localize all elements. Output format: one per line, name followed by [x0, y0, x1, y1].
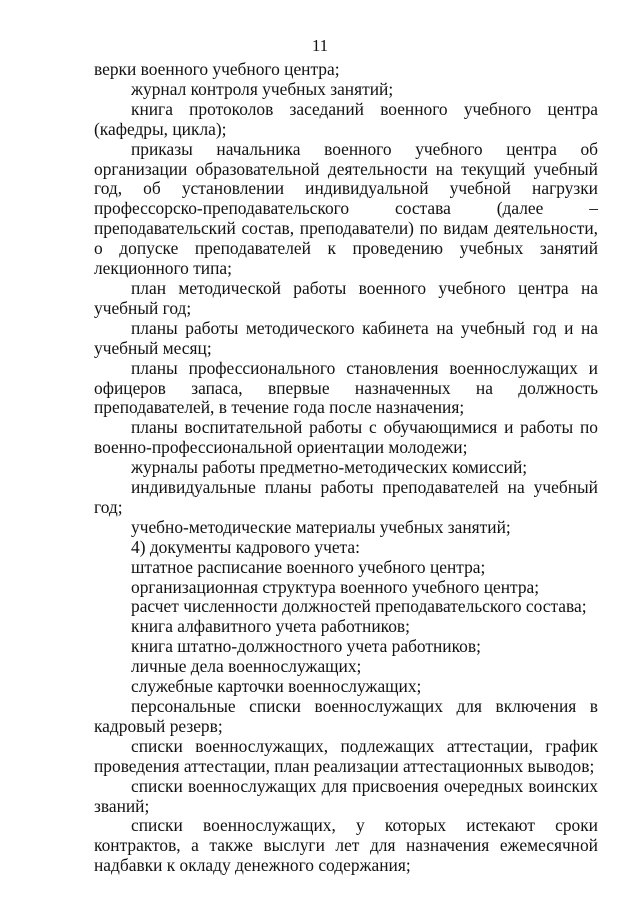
paragraph: книга штатно-должностного учета работников; [131, 636, 481, 657]
paragraph: журналы работы предметно-методических комиссий; [131, 457, 528, 478]
paragraph: штатное расписание военного учебного центра; [131, 556, 486, 577]
paragraph: книга алфавитного учета работников; [131, 616, 410, 637]
paragraph: личные дела военнослужащих; [131, 656, 362, 677]
page-number: 11 [311, 36, 329, 55]
paragraph: планы воспитательной работы с обучающимися и работы по военно-профессиональной ориентации молодежи; [94, 417, 598, 458]
paragraph: списки военнослужащих для присвоения очередных воинских званий; [94, 775, 598, 816]
section-heading: 4) документы кадрового учета: [131, 536, 360, 557]
paragraph: списки военнослужащих, подлежащих аттестации, график проведения аттестации, план реализации аттестационных выводов; [94, 735, 598, 776]
document-body [94, 60, 598, 876]
paragraph: списки военнослужащих, у которых истекают сроки контрактов, а также выслуги лет для назначения ежемесячной надбавки к окладу денежного содержания; [94, 815, 598, 876]
paragraph: персональные списки военнослужащих для включения в кадровый резерв; [94, 696, 598, 736]
paragraph: план методической работы военного учебного центра на учебный год; [94, 277, 598, 318]
paragraph: организационная структура военного учебного центра; [131, 576, 540, 597]
paragraph: планы профессионального становления военнослужащих и офицеров запаса, впервые назначенных на должность преподавателей, в течение года после назначения; [94, 357, 598, 418]
paragraph: учебно-методические материалы учебных занятий; [131, 516, 511, 537]
paragraph: планы работы методического кабинета на учебный год и на учебный месяц; [94, 317, 598, 358]
paragraph: журнал контроля учебных занятий; [131, 78, 394, 99]
paragraph: служебные карточки военнослужащих; [131, 676, 422, 697]
paragraph: расчет численности должностей преподавательского состава; [131, 596, 587, 617]
paragraph: приказы начальника военного учебного центра об организации образовательной деятельности на текущий учебный год, об установлении индивидуальной учебной нагрузки профессорско-преподавательского состава (далее – преподавательский состав, преподаватели) по видам деятельности, о допуске преподавателей к проведению учебных занятий лекционного типа; [94, 138, 598, 279]
paragraph: верки военного учебного центра; [94, 59, 340, 79]
paragraph: индивидуальные планы работы преподавателей на учебный год; [94, 477, 598, 517]
paragraph: книга протоколов заседаний военного учебного центра (кафедры, цикла); [94, 98, 598, 139]
